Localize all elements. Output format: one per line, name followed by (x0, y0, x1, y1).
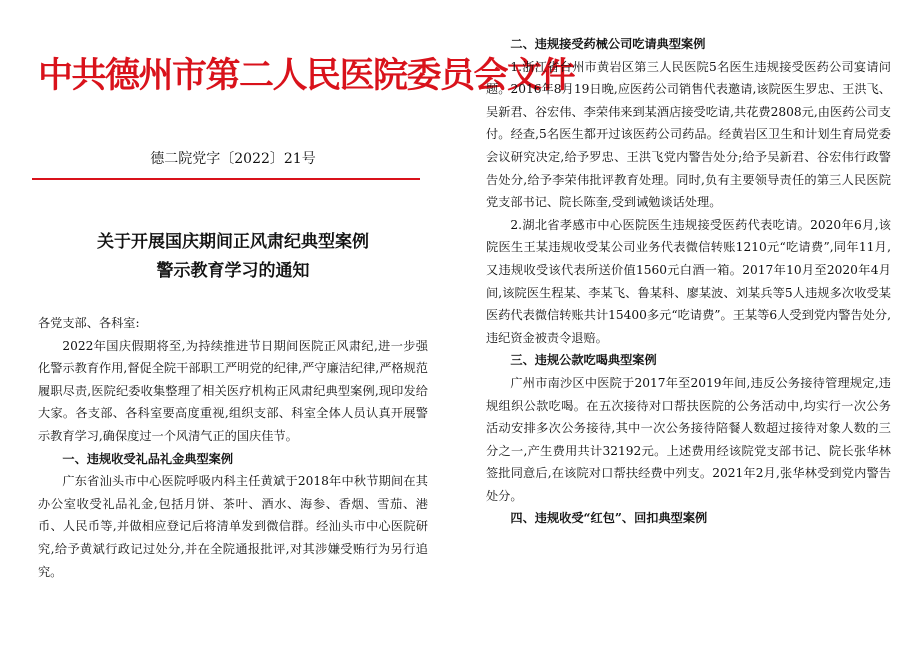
intro-paragraph: 2022年国庆假期将至,为持续推进节日期间医院正风肃纪,进一步强化警示教育作用,督促全院干部职工严明党的纪律,严守廉洁纪律,严格规范履职尽责,医院纪委收集整理了相关医疗机构正风肃纪典型案例,现印发给大家。各支部、各科室要高度重视,组织支部、科室全体人员认真开展警示教育学习,确保度过一个风清气正的国庆佳节。 (38, 338, 428, 443)
section3-heading: 三、违规公款吃喝典型案例 (510, 353, 657, 368)
notice-title (38, 228, 428, 286)
left-body (38, 312, 428, 583)
section2-case1-paragraph: 1.浙江省台州市黄岩区第三人民医院5名医生违规接受医药公司宴请问题。2016年8月19日晚,应医药公司销售代表邀请,该院医生罗忠、王洪飞、吴新君、谷宏伟、李荣伟来到某酒店接受吃请,共花费2808元,由医药公司支付。经查,5名医生都开过该医药公司药品。经黄岩区卫生和计划生育局党委会议研究决定,给予罗忠、王洪飞党内警告处分;给予吴新君、谷宏伟行政警告处分,给予李荣伟批评教育处理。同时,负有主要领导责任的第三人民医院党支部书记、院长陈奎,受到诫勉谈话处理。 (486, 59, 891, 210)
section2-case2-paragraph: 2.湖北省孝感市中心医院医生违规接受医药代表吃请。2020年6月,该院医生王某违规收受某公司业务代表微信转账1210元“吃请费”,同年11月,又违规收受该代表所送价值1560元白酒一箱。2017年10月至2020年4月间,该院医生程某、李某飞、鲁某科、廖某波、刘某兵等5人违规多次收受某医药代表微信转账共计15400多元“吃请费”。王某等6人受到党内警告处分,违纪资金被责令退赔。 (486, 217, 891, 345)
right-body (486, 33, 891, 530)
section1-heading: 一、违规收受礼品礼金典型案例 (62, 451, 234, 466)
document-number: 德二院党字〔2022〕21号 (150, 151, 316, 167)
section3-paragraph: 广州市南沙区中医院于2017年至2019年间,违反公务接待管理规定,违规组织公款吃喝。在五次接待对口帮扶医院的公务活动中,均实行一次公务活动安排多次公务接待,其中一次公务接待陪餐人数超过接待对象人数的三分之一,产生费用共计32192元。上述费用经该院党支部书记、院长张华林签批同意后,在该院对口帮扶经费中列支。2021年2月,张华林受到党内警告处分。 (486, 375, 891, 503)
document-masthead: 中共德州市第二人民医院委员会文件 (38, 55, 575, 96)
notice-title-line2: 警示教育学习的通知 (156, 261, 310, 281)
section2-heading: 二、违规接受药械公司吃请典型案例 (510, 37, 706, 51)
section4-heading: 四、违规收受“红包”、回扣典型案例 (510, 511, 708, 526)
red-divider-line (32, 178, 420, 180)
notice-title-line1: 关于开展国庆期间正风肃纪典型案例 (97, 232, 369, 252)
salutation: 各党支部、各科室: (38, 316, 140, 330)
section1-paragraph: 广东省汕头市中心医院呼吸内科主任黄斌于2018年中秋节期间在其办公室收受礼品礼金,包括月饼、茶叶、酒水、海参、香烟、雪茄、港币、人民币等,并做相应登记后将清单发到微信群。经汕头市中心医院研究,给予黄斌行政记过处分,并在全院通报批评,对其涉嫌受贿行为另行追究。 (38, 474, 428, 579)
